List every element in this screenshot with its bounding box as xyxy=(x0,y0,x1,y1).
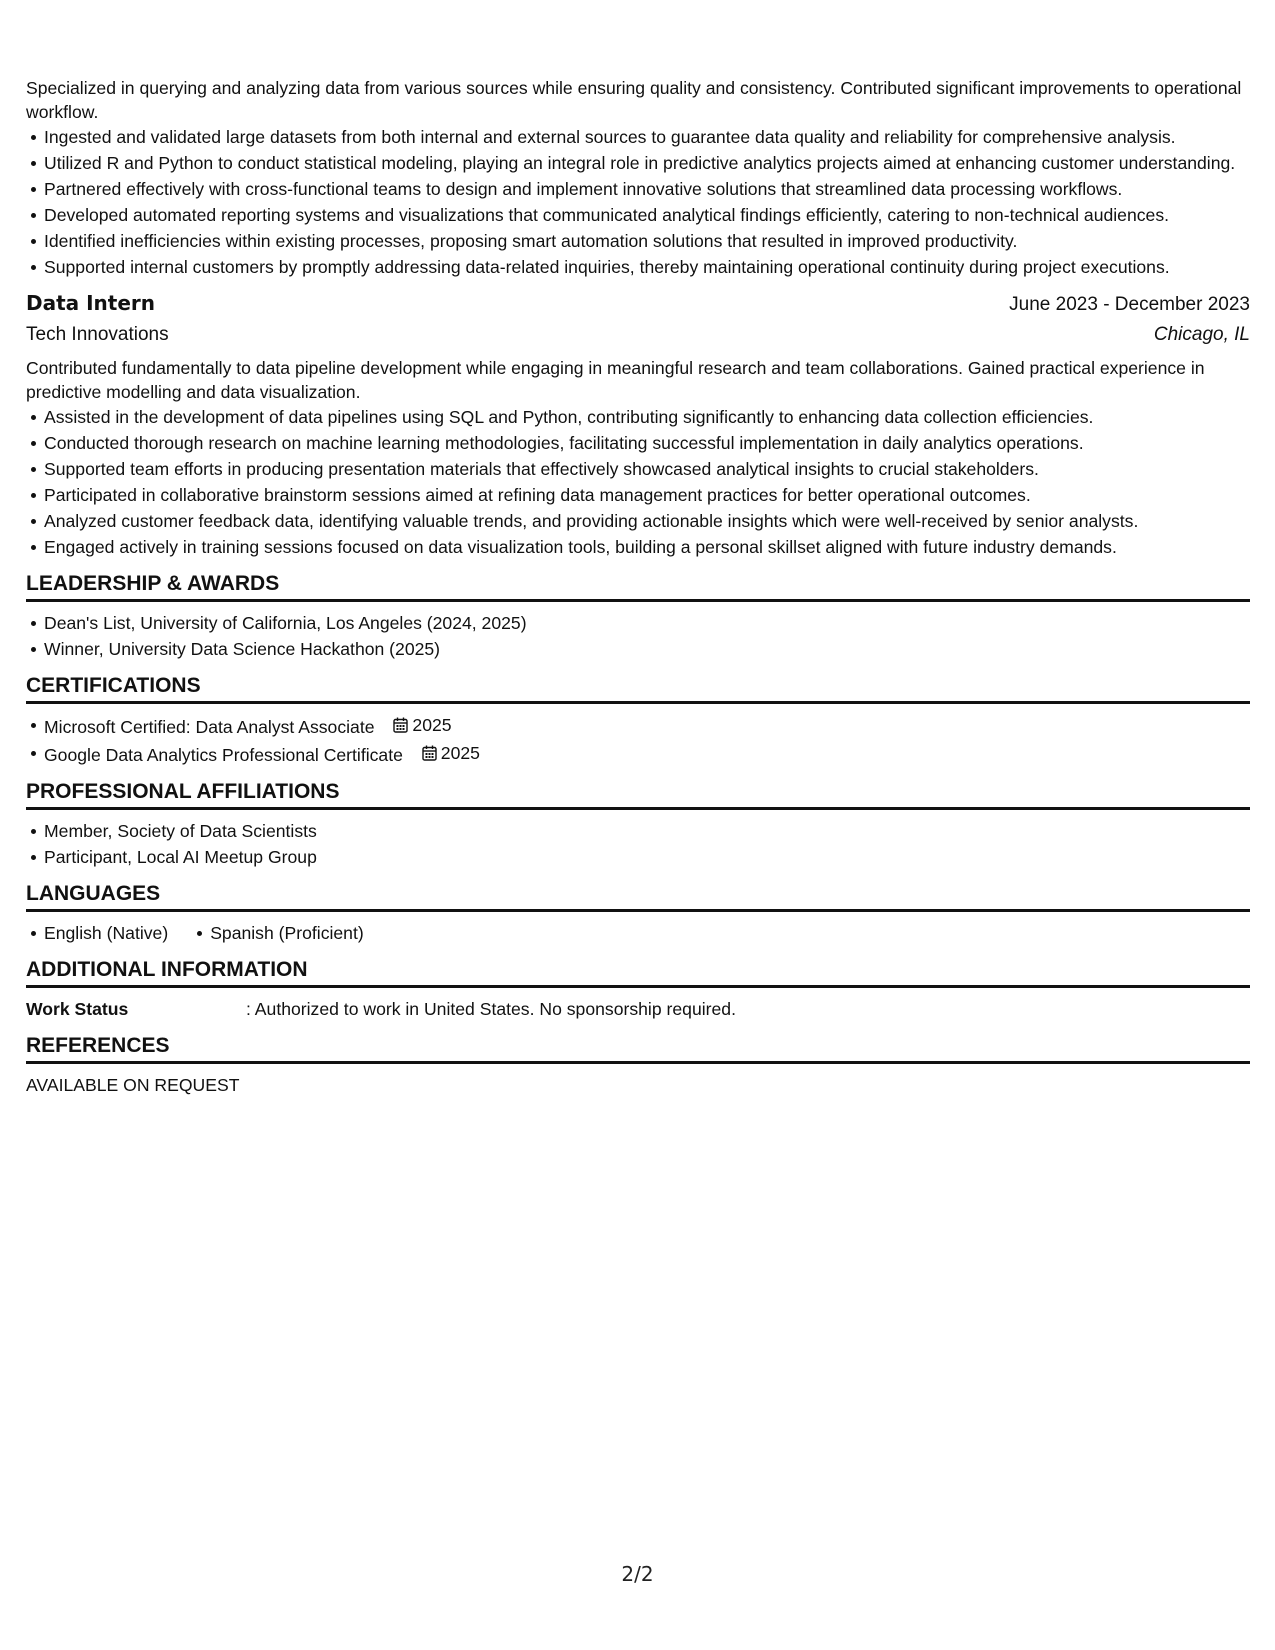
job-title: Data Intern xyxy=(26,291,156,315)
list-item: Winner, University Data Science Hackathon (2025) xyxy=(44,637,1250,661)
list-item: Developed automated reporting systems and visualizations that communicated analytical findings efficiently, catering to non-technical audiences. xyxy=(44,203,1250,227)
list-item: Identified inefficiencies within existing processes, proposing smart automation solutions that resulted in improved productivity. xyxy=(44,229,1250,253)
list-item: Member, Society of Data Scientists xyxy=(44,819,1250,843)
job-location: Chicago, IL xyxy=(1153,324,1250,345)
job-subheader xyxy=(26,320,1250,350)
job-summary: Specialized in querying and analyzing data from various sources while ensuring quality and consistency. Contributed significant improvements to operational workflow. xyxy=(26,78,1242,122)
leadership-list xyxy=(26,611,1250,661)
list-item: Utilized R and Python to conduct statistical modeling, playing an integral role in predictive analytics projects aimed at enhancing customer understanding. xyxy=(44,151,1250,175)
work-status-label: Work Status xyxy=(26,999,129,1019)
calendar-icon xyxy=(422,745,437,761)
work-status-value: : Authorized to work in United States. No sponsorship required. xyxy=(246,999,736,1019)
list-item: Participated in collaborative brainstorm sessions aimed at refining data management practices for better operational outcomes. xyxy=(44,483,1250,507)
experience-intern xyxy=(26,288,1250,559)
certification-date xyxy=(422,741,480,765)
affiliations-list xyxy=(26,819,1250,869)
language-item: Spanish (Proficient) xyxy=(210,923,364,943)
section-leadership xyxy=(26,571,1250,661)
list-item: Supported internal customers by promptly addressing data-related inquiries, thereby maintaining operational continuity during project executions. xyxy=(44,255,1250,279)
job-summary: Contributed fundamentally to data pipeline development while engaging in meaningful research and team collaborations. Gained practical experience in predictive modelling and data visualization. xyxy=(26,358,1205,402)
job-company: Tech Innovations xyxy=(26,324,169,345)
list-item: Supported team efforts in producing presentation materials that effectively showcased analytical insights to crucial stakeholders. xyxy=(44,457,1250,481)
certifications-list xyxy=(26,713,1250,767)
list-item: Ingested and validated large datasets from both internal and external sources to guarantee data quality and reliability for comprehensive analysis. xyxy=(44,125,1250,149)
section-languages xyxy=(26,881,1250,945)
references-text: AVAILABLE ON REQUEST xyxy=(26,1075,240,1095)
section-heading: CERTIFICATIONS xyxy=(26,673,1250,704)
section-heading: PROFESSIONAL AFFILIATIONS xyxy=(26,779,1250,810)
section-heading: REFERENCES xyxy=(26,1033,1250,1064)
certification-name: Google Data Analytics Professional Certificate xyxy=(44,745,403,765)
list-item: Partnered effectively with cross-functional teams to design and implement innovative solutions that streamlined data processing workflows. xyxy=(44,177,1250,201)
calendar-icon xyxy=(393,717,408,733)
certification-year: 2025 xyxy=(440,743,480,763)
certification-name: Microsoft Certified: Data Analyst Associate xyxy=(44,717,375,737)
work-status-row xyxy=(26,997,1250,1021)
languages-list xyxy=(26,921,1250,945)
list-item: Engaged actively in training sessions focused on data visualization tools, building a personal skillset aligned with future industry demands. xyxy=(44,535,1250,559)
list-item: Analyzed customer feedback data, identifying valuable trends, and providing actionable insights which were well-received by senior analysts. xyxy=(44,509,1250,533)
language-item: English (Native) xyxy=(44,923,169,943)
list-item: Conducted thorough research on machine learning methodologies, facilitating successful implementation in daily analytics operations. xyxy=(44,431,1250,455)
section-additional-info xyxy=(26,957,1250,1021)
certification-year: 2025 xyxy=(412,715,452,735)
list-item: Participant, Local AI Meetup Group xyxy=(44,845,1250,869)
page-number: 2/2 xyxy=(621,1562,654,1586)
job-header xyxy=(26,288,1250,320)
certification-date xyxy=(393,713,451,737)
section-heading: LEADERSHIP & AWARDS xyxy=(26,571,1250,602)
section-heading: LANGUAGES xyxy=(26,881,1250,912)
list-item: Assisted in the development of data pipelines using SQL and Python, contributing significantly to enhancing data collection efficiencies. xyxy=(44,405,1250,429)
job-dates: June 2023 - December 2023 xyxy=(1009,294,1250,315)
certification-item xyxy=(44,741,1250,767)
job-bullets xyxy=(26,405,1250,559)
section-certifications xyxy=(26,673,1250,767)
section-heading: ADDITIONAL INFORMATION xyxy=(26,957,1250,988)
section-affiliations xyxy=(26,779,1250,869)
job-bullets xyxy=(26,125,1250,279)
certification-item xyxy=(44,713,1250,739)
resume-page xyxy=(26,76,1250,1097)
section-references xyxy=(26,1033,1250,1097)
list-item: Dean's List, University of California, Los Angeles (2024, 2025) xyxy=(44,611,1250,635)
experience-prev-job xyxy=(26,76,1250,279)
